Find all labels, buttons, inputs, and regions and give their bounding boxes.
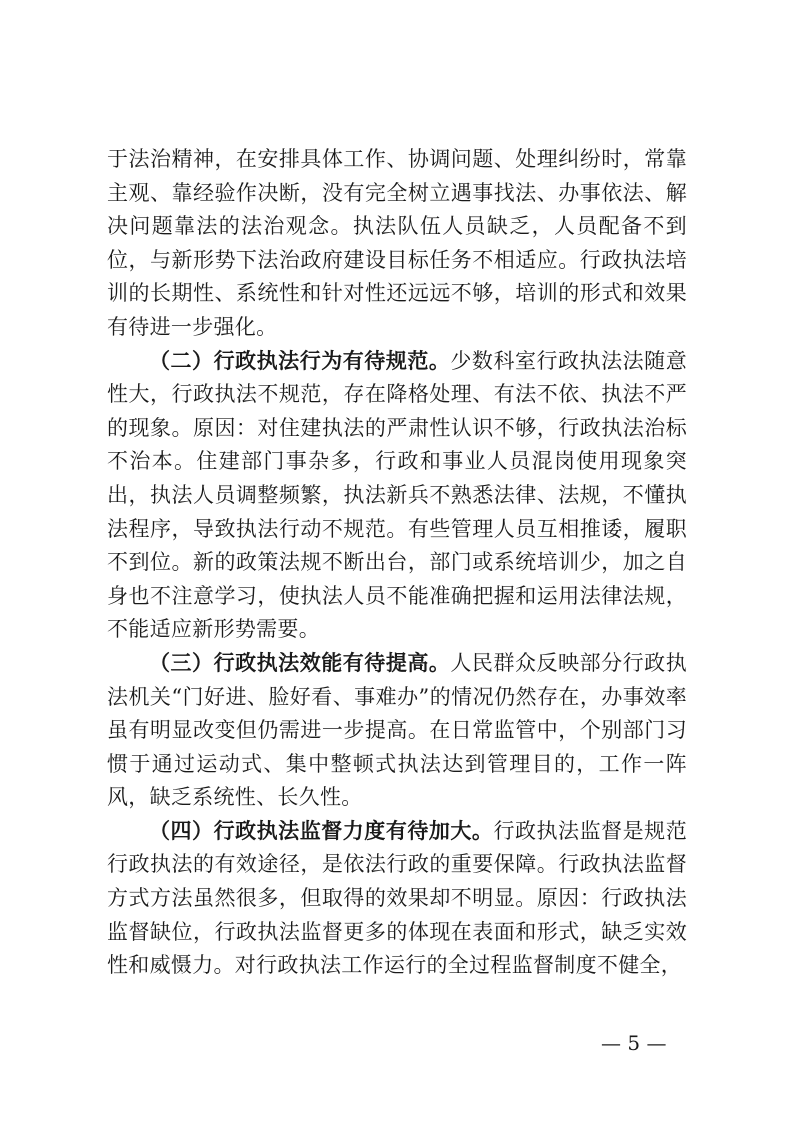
page-number: — 5 — [601,1031,667,1055]
section-heading: （三）行政执法效能有待提高。 [149,650,451,675]
paragraph-section-4 [107,815,687,983]
paragraph-text: 于法治精神，在安排具体工作、协调问题、处理纠纷时，常靠主观、靠经验作决断，没有完全树立遇事找法、办事依法、解决问题靠法的法治观念。执法队伍人员缺乏，人员配备不到位，与新形势下法治政府建设目标任务不相适应。行政执法培训的长期性、系统性和针对性还远远不够，培训的形式和效果有待进一步强化。 [107,147,687,339]
document-body [107,143,687,983]
section-heading: （四）行政执法监督力度有待加大。 [149,818,494,843]
paragraph-text: 少数科室行政执法法随意性大，行政执法不规范，存在降格处理、有法不依、执法不严的现象。原因：对住建执法的严肃性认识不够，行政执法治标不治本。住建部门事杂多，行政和事业人员混岗使用现象突出，执法人员调整频繁，执法新兵不熟悉法律、法规，不懂执法程序，导致执法行动不规范。有些管理人员互相推诿，履职不到位。新的政策法规不断出台，部门或系统培训少，加之自身也不注意学习，使执法人员不能准确把握和运用法律法规，不能适应新形势需要。 [107,348,687,642]
section-heading: （二）行政执法行为有待规范。 [149,348,451,373]
paragraph-continuation [107,143,687,345]
paragraph-section-3 [107,647,687,815]
paragraph-text: 行政执法监督是规范行政执法的有效途径，是依法行政的重要保障。行政执法监督方式方法虽然很多，但取得的效果却不明显。原因：行政执法监督缺位，行政执法监督更多的体现在表面和形式，缺乏实效性和威慑力。对行政执法工作运行的全过程监督制度不健全， [107,818,687,978]
paragraph-text: 人民群众反映部分行政执法机关“门好进、脸好看、事难办”的情况仍然存在，办事效率虽有明显改变但仍需进一步提高。在日常监管中，个别部门习惯于通过运动式、集中整顿式执法达到管理目的，工作一阵风，缺乏系统性、长久性。 [107,650,687,810]
paragraph-section-2 [107,345,687,647]
